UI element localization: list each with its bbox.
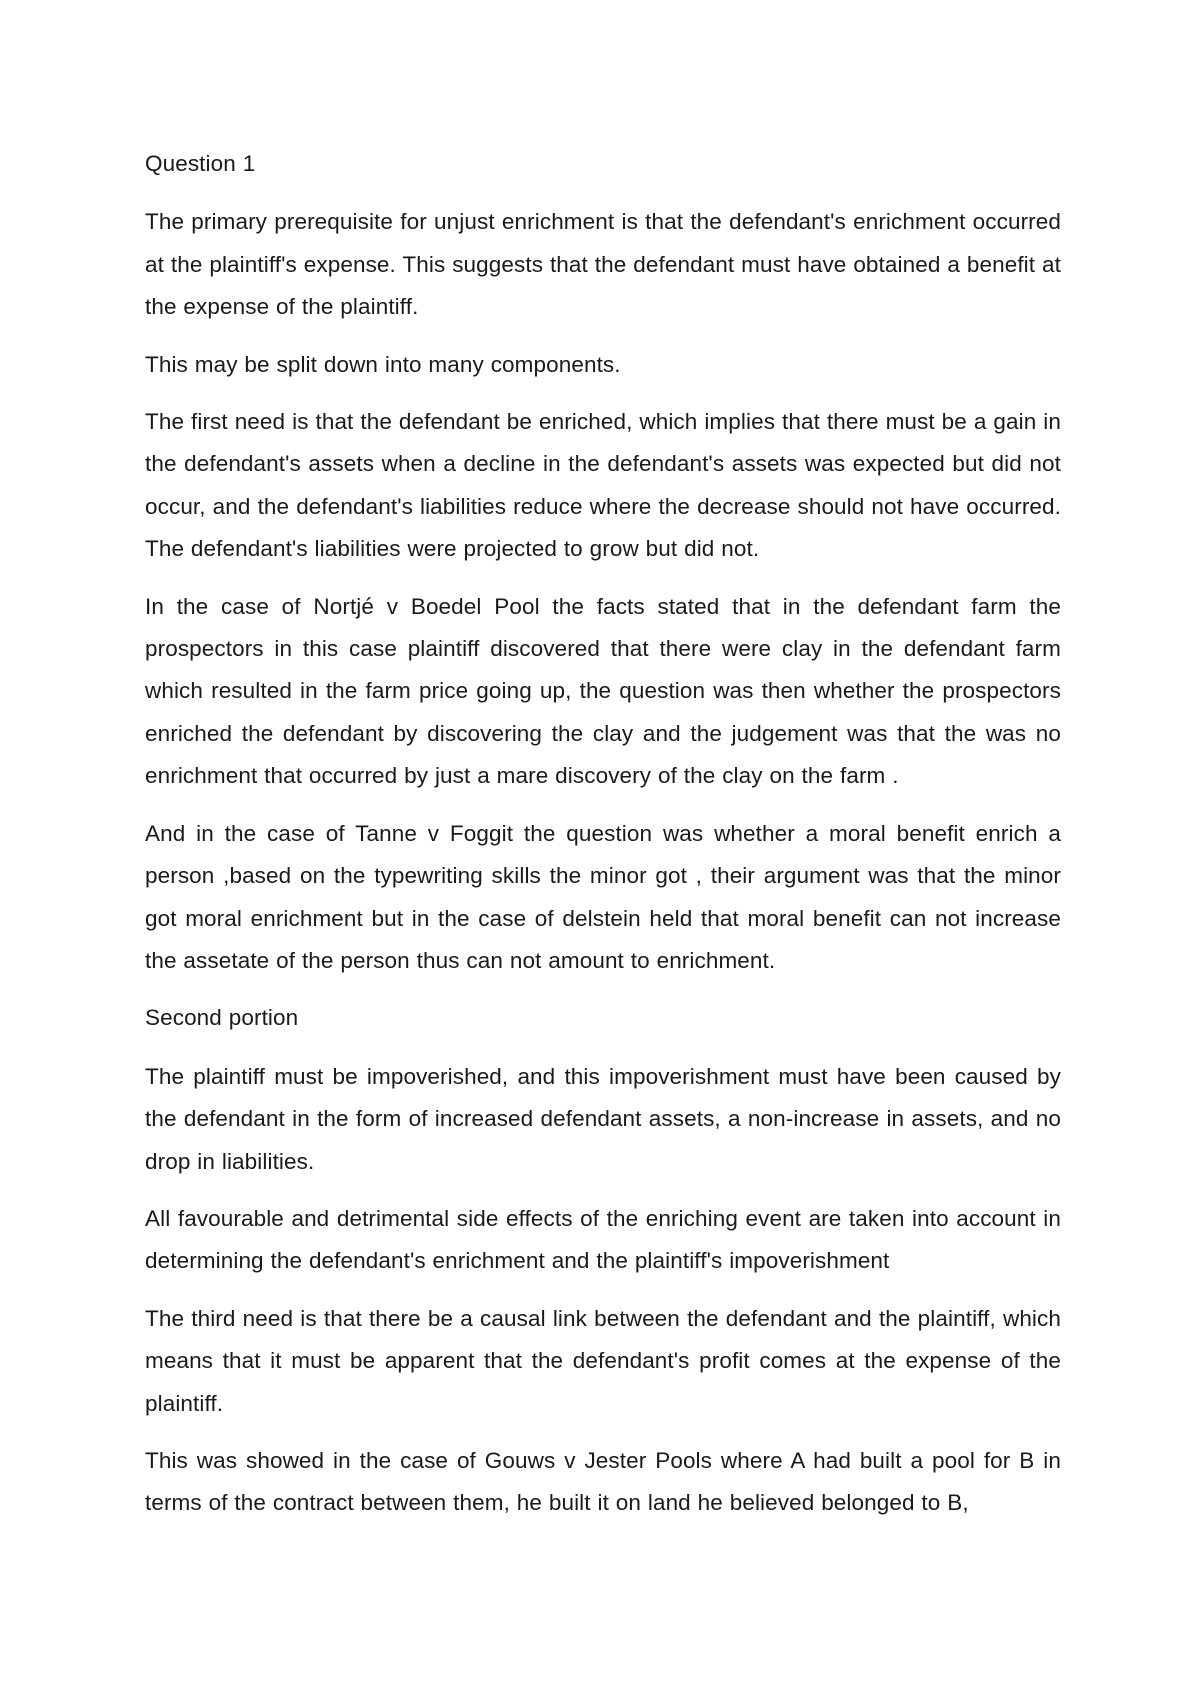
- paragraph-gouws-case: This was showed in the case of Gouws v Jester Pools where A had built a pool for B in terms of the contract between them, he built it on land he believed belonged to B,: [145, 1447, 1061, 1516]
- paragraph-third-need: The third need is that there be a causal link between the defendant and the plaintiff, which means that it must be apparent that the defendant's profit comes at the expense of the plaintiff.: [145, 1305, 1061, 1416]
- paragraph-first-need: The first need is that the defendant be enriched, which implies that there must be a gain in the defendant's assets when a decline in the defendant's assets was expected but did not occur, and the defendant's liabilities reduce where the decrease should not have occurred. The defendant's liabilities were projected to grow but did not.: [145, 409, 1061, 562]
- paragraph-components: This may be split down into many components.: [145, 351, 621, 377]
- heading-second-portion: Second portion: [145, 1005, 299, 1031]
- document-page: [145, 143, 1061, 1540]
- heading-question-1: Question 1: [145, 151, 256, 176]
- paragraph-tanne-case: And in the case of Tanne v Foggit the question was whether a moral benefit enrich a person ,based on the typewriting skills the minor got , their argument was that the minor got moral enrichment but in the case of delstein held that moral benefit can not increase the assetate of the person thus can not amount to enrichment.: [145, 820, 1061, 973]
- paragraph-nortje-case: In the case of Nortjé v Boedel Pool the facts stated that in the defendant farm the prospectors in this case plaintiff discovered that there were clay in the defendant farm which resulted in the farm price going up, the question was then whether the prospectors enriched the defendant by discovering the clay and the judgement was that the was no enrichment that occurred by just a mare discovery of the clay on the farm .: [145, 593, 1061, 789]
- paragraph-primary-prerequisite: The primary prerequisite for unjust enrichment is that the defendant's enrichment occurred at the plaintiff's expense. This suggests that the defendant must have obtained a benefit at the expense of the plaintiff.: [145, 209, 1061, 320]
- paragraph-impoverishment: The plaintiff must be impoverished, and this impoverishment must have been caused by the defendant in the form of increased defendant assets, a non-increase in assets, and no drop in liabilities.: [145, 1063, 1061, 1174]
- paragraph-side-effects: All favourable and detrimental side effects of the enriching event are taken into account in determining the defendant's enrichment and the plaintiff's impoverishment: [145, 1205, 1061, 1274]
